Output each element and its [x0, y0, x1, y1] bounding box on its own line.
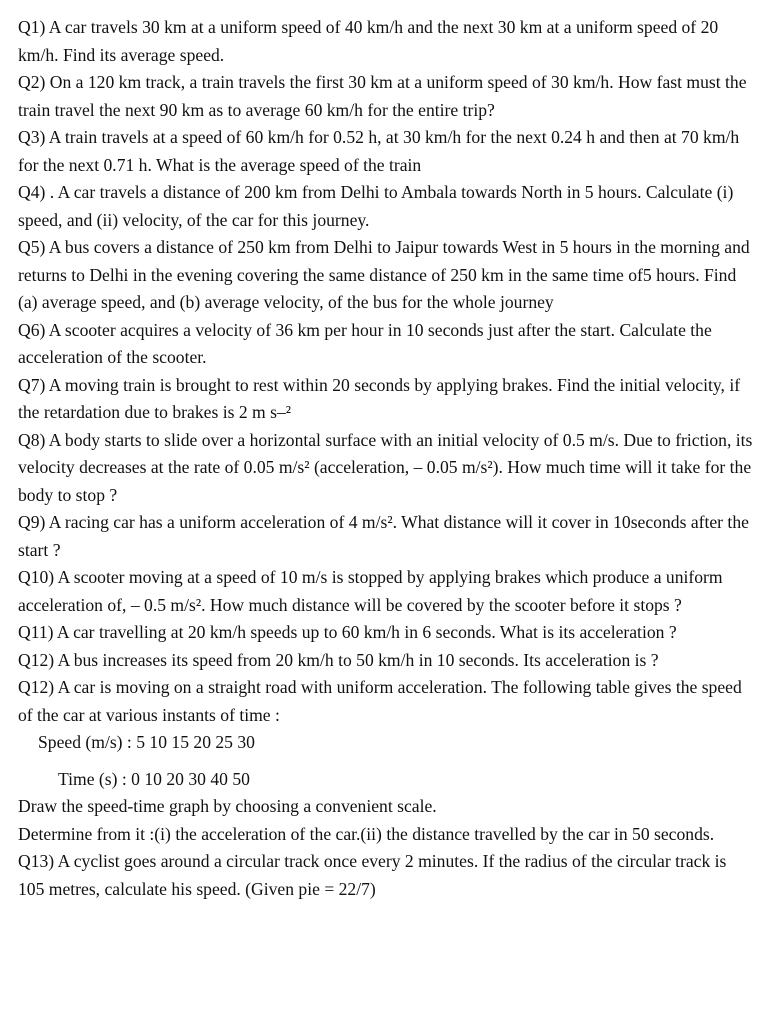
instruction-draw-graph: Draw the speed-time graph by choosing a convenient scale. [18, 796, 437, 816]
question-1: Q1) A car travels 30 km at a uniform speed of 40 km/h and the next 30 km at a uniform speed of 20 km/h. Find its average speed. [18, 17, 719, 65]
worksheet-page [0, 14, 768, 903]
question-4: Q4) . A car travels a distance of 200 km from Delhi to Ambala towards North in 5 hours. Calculate (i) speed, and (ii) velocity, of the car for this journey. [18, 182, 734, 230]
question-8: Q8) A body starts to slide over a horizontal surface with an initial velocity of 0.5 m/s. Due to friction, its velocity decreases at the rate of 0.05 m/s² (acceleration, – 0.05 m/s²). How much time will it take for the body to stop ? [18, 429, 753, 505]
question-3: Q3) A train travels at a speed of 60 km/h for 0.52 h, at 30 km/h for the next 0.24 h and then at 70 km/h for the next 0.71 h. What is the average speed of the train [18, 127, 740, 175]
question-13: Q13) A cyclist goes around a circular track once every 2 minutes. If the radius of the circular track is 105 metres, calculate his speed. (Given pie = 22/7) [18, 851, 727, 899]
question-10: Q10) A scooter moving at a speed of 10 m/s is stopped by applying brakes which produce a uniform acceleration of, – 0.5 m/s². How much distance will be covered by the scooter before it stops ? [18, 567, 723, 615]
instruction-determine: Determine from it :(i) the acceleration of the car.(ii) the distance travelled by the car in 50 seconds. [18, 823, 715, 844]
question-5: Q5) A bus covers a distance of 250 km from Delhi to Jaipur towards West in 5 hours in the morning and returns to Delhi in the evening covering the same distance of 250 km in the same time of5 hours. Find (a) average speed, and (b) average velocity, of the bus for the whole journey [18, 237, 750, 312]
question-12b: Q12) A car is moving on a straight road with uniform acceleration. The following table gives the speed of the car at various instants of time : [18, 677, 742, 725]
question-11: Q11) A car travelling at 20 km/h speeds up to 60 km/h in 6 seconds. What is its acceleration ? [18, 622, 677, 642]
question-9: Q9) A racing car has a uniform acceleration of 4 m/s². What distance will it cover in 10seconds after the start ? [18, 512, 749, 560]
question-2: Q2) On a 120 km track, a train travels the first 30 km at a uniform speed of 30 km/h. How fast must the train travel the next 90 km as to average 60 km/h for the entire trip? [18, 72, 747, 120]
question-12a: Q12) A bus increases its speed from 20 km/h to 50 km/h in 10 seconds. Its acceleration is ? [18, 649, 659, 670]
question-7: Q7) A moving train is brought to rest within 20 seconds by applying brakes. Find the initial velocity, if the retardation due to brakes is 2 m s–² [18, 374, 741, 422]
question-6: Q6) A scooter acquires a velocity of 36 km per hour in 10 seconds just after the start. Calculate the acceleration of the scooter. [18, 319, 712, 367]
speed-row: Speed (m/s) : 5 10 15 20 25 30 [38, 732, 255, 752]
time-row: Time (s) : 0 10 20 30 40 50 [58, 768, 250, 789]
